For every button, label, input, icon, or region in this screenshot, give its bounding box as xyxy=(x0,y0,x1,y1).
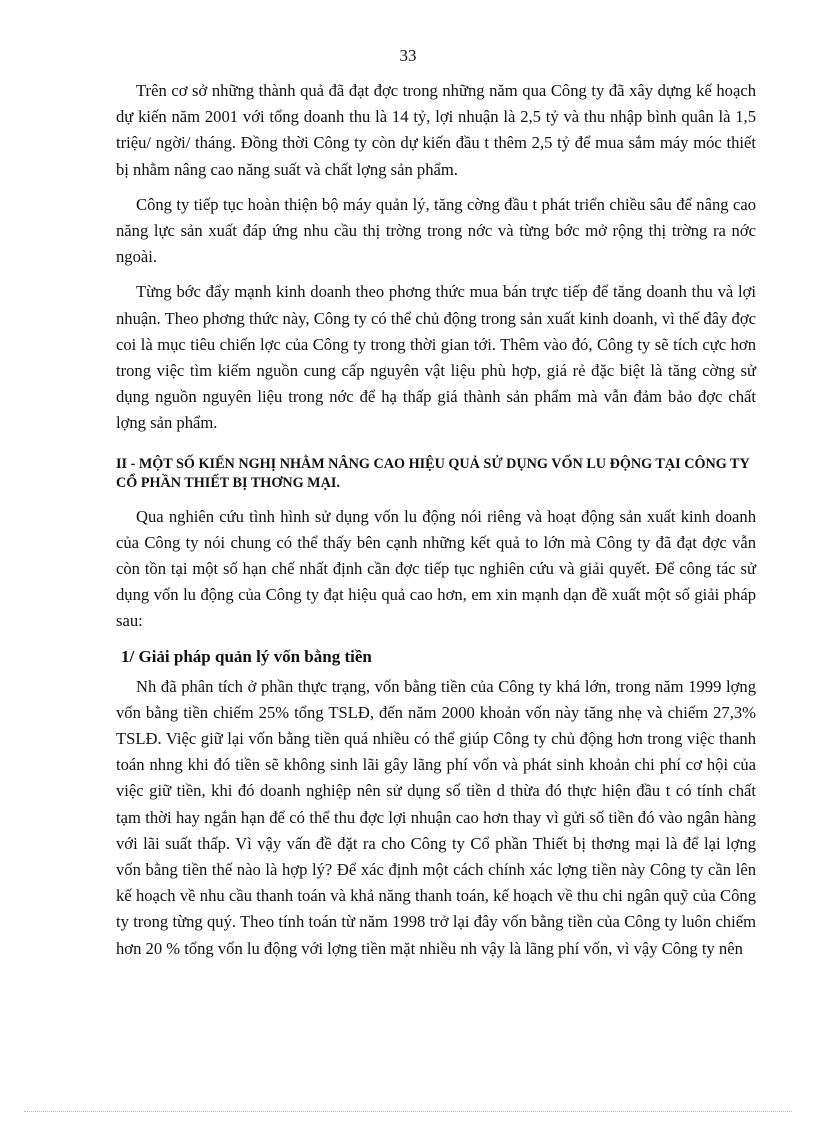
page-bottom-divider xyxy=(24,1111,792,1112)
page-number: 33 xyxy=(399,46,417,65)
paragraph-direct-trade: Từng bớc đẩy mạnh kinh doanh theo phơng thức mua bán trực tiếp để tăng doanh thu và lợi nhuận. Theo phơng thức này, Công ty có thể chủ động trong sản xuất kinh doanh, vì thế đây đợc coi là mục tiêu chiến lợc của Công ty trong thời gian tới. Thêm vào đó, Công ty sẽ tích cực hơn trong việc tìm kiếm nguồn cung cấp nguyên vật liệu phù hợp, giá rẻ đặc biệt là tăng cờng sử dụng nguồn nguyên liệu trong nớc để hạ thấp giá thành sản phẩm mà vẫn đảm bảo đợc chất lợng sản phẩm. xyxy=(116,282,756,433)
section-heading: II - MỘT SỐ KIẾN NGHỊ NHẰM NÂNG CAO HIỆU QUẢ SỬ DỤNG VỐN LU ĐỘNG TẠI CÔNG TY CỔ PHẦN THIẾT BỊ THƠNG MẠI. xyxy=(116,455,750,491)
paragraph-plan-2001: Trên cơ sở những thành quả đã đạt đợc trong những năm qua Công ty đã xây dựng kế hoạch dự kiến năm 2001 với tổng doanh thu là 14 tỷ, lợi nhuận là 2,5 tỷ và thu nhập bình quân là 1,5 triệu/ ngời/ tháng. Đồng thời Công ty còn dự kiến đầu t thêm 2,5 tỷ để mua sắm máy móc thiết bị nhằm nâng cao năng suất và chất lợng sản phẩm. xyxy=(116,81,756,179)
paragraph-cash-analysis: Nh đã phân tích ở phần thực trạng, vốn bằng tiền của Công ty khá lớn, trong năm 1999 lợng vốn bằng tiền chiếm 25% tổng TSLĐ, đến năm 2000 khoản vốn này tăng nhẹ và chiếm 27,3% TSLĐ. Việc giữ lại vốn bằng tiền quá nhiều có thể giúp Công ty chủ động hơn trong việc thanh toán nhng khi đó tiền sẽ không sinh lãi gây lãng phí vốn và phát sinh khoản chi phí cơ hội của việc giữ tiền, khi đó doanh nghiệp nên sử dụng số tiền d thừa đó thực hiện đầu t có tính chất tạm thời hay ngắn hạn để có thể thu đợc lợi nhuận cao hơn thay vì gửi số tiền đó vào ngân hàng với lãi suất thấp. Vì vậy vấn đề đặt ra cho Công ty Cổ phần Thiết bị thơng mại là để lại lợng vốn bằng tiền thế nào là hợp lý? Để xác định một cách chính xác lợng tiền này Công ty cần lên kế hoạch về nhu cầu thanh toán và khả năng thanh toán, kế hoạch về thu chi ngân quỹ của Công ty trong từng quý. Theo tính toán từ năm 1998 trở lại đây vốn bằng tiền của Công ty luôn chiếm hơn 20 % tổng vốn lu động với lợng tiền mặt nhiều nh vậy là lãng phí vốn, vì vậy Công ty nên xyxy=(116,676,756,958)
paragraph-management: Công ty tiếp tục hoàn thiện bộ máy quản lý, tăng cờng đầu t phát triển chiều sâu để nâng cao năng lực sản xuất đáp ứng nhu cầu thị trờng trong nớc và từng bớc mở rộng thị trờng ra nớc ngoài. xyxy=(116,194,756,267)
subheading-cash-management: 1/ Giải pháp quản lý vốn bằng tiền xyxy=(121,646,372,666)
paragraph-section-intro: Qua nghiên cứu tình hình sử dụng vốn lu động nói riêng và hoạt động sản xuất kinh doanh của Công ty nói chung có thể thấy bên cạnh những kết quả to lớn mà Công ty đã đạt đợc vẫn còn tồn tại một số hạn chế nhất định cần đợc tiếp tục nghiên cứu và giải quyết. Để công tác sử dụng vốn lu động của Công ty đạt hiệu quả cao hơn, em xin mạnh dạn đề xuất một số giải pháp sau: xyxy=(116,506,756,631)
document-body xyxy=(116,78,756,971)
